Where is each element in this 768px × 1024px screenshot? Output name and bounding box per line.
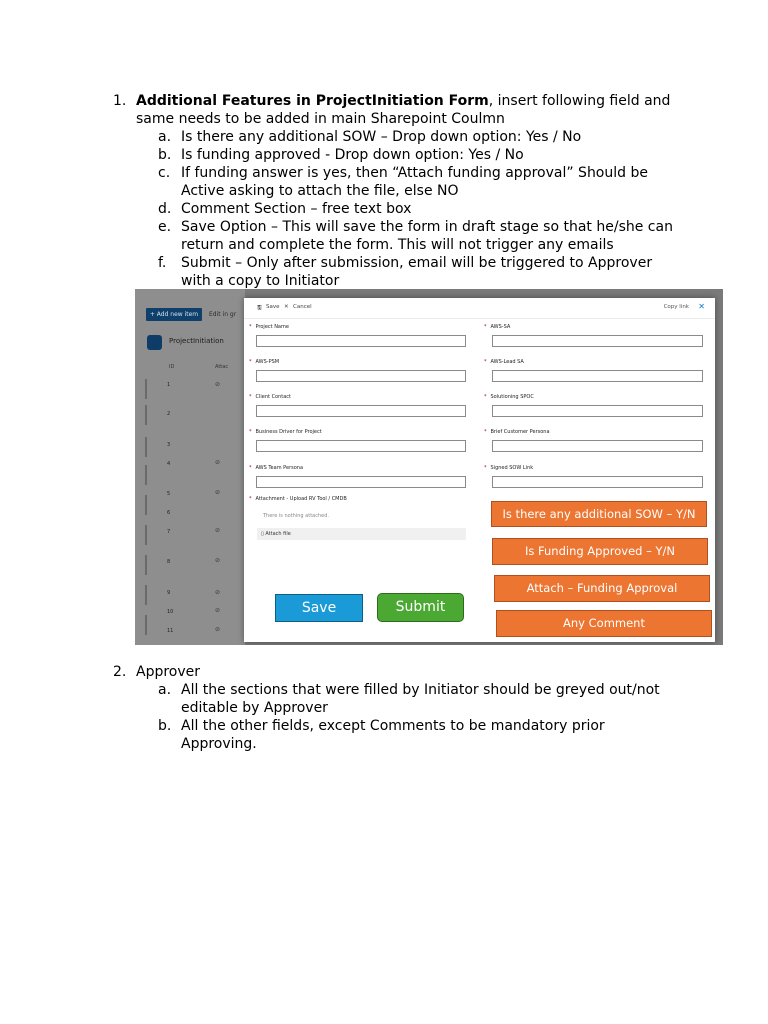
table-row: 6	[167, 510, 171, 516]
item-text: Is there any additional SOW – Drop down option: Yes / No	[181, 129, 582, 145]
section-1-title-rest: , insert following field and	[488, 93, 671, 109]
list-title: ProjectInitiation	[169, 337, 224, 345]
section-1-title-bold: Additional Features in ProjectInitiation Form	[136, 93, 489, 109]
paperclip-icon: ⊘	[215, 626, 221, 633]
aws-sa-input[interactable]	[492, 335, 703, 347]
row-divider	[145, 437, 147, 457]
item-letter: d.	[158, 201, 172, 217]
attachment-empty-text: There is nothing attached.	[263, 513, 329, 519]
field-label-text: AWS-PSM	[255, 359, 280, 365]
item-text: Active asking to attach the file, else NO	[181, 183, 459, 199]
field-label-project-name: * Project Name	[249, 324, 289, 330]
row-divider	[145, 495, 147, 515]
field-label-business-driver: * Business Driver for Project	[249, 429, 322, 435]
row-divider	[145, 379, 147, 399]
field-label-text: Business Driver for Project	[255, 429, 322, 435]
aws-lead-sa-input[interactable]	[492, 370, 703, 382]
table-row: 1	[167, 382, 171, 388]
brief-customer-persona-input[interactable]	[492, 440, 703, 452]
field-label-text: Solutioning SPOC	[490, 394, 534, 400]
field-label-text: Signed SOW Link	[490, 465, 534, 471]
table-row: 4	[167, 461, 171, 467]
paperclip-icon: ⊘	[215, 607, 221, 614]
submit-button[interactable]: Submit	[377, 593, 464, 622]
field-label-text: Attachment - Upload RV Tool / CMDB	[255, 496, 347, 502]
item-letter: b.	[158, 718, 172, 734]
table-row: 5	[167, 491, 171, 497]
row-divider	[145, 465, 147, 485]
item-text: Save Option – This will save the form in draft stage so that he/she can	[181, 219, 673, 235]
paperclip-icon: ⊘	[215, 527, 221, 534]
attach-file-label: Attach file	[265, 531, 291, 537]
field-label-text: Client Contact	[255, 394, 292, 400]
item-text: editable by Approver	[181, 700, 328, 716]
toolbar-cancel-button[interactable]: Cancel	[293, 304, 312, 310]
row-divider	[145, 585, 147, 605]
list-number-2: 2.	[113, 664, 127, 680]
project-name-input[interactable]	[256, 335, 466, 347]
item-text: If funding answer is yes, then “Attach funding approval” Should be	[181, 165, 648, 181]
paperclip-icon: ▯	[261, 531, 266, 537]
field-label-solutioning-spoc: * Solutioning SPOC	[484, 394, 534, 400]
solutioning-spoc-input[interactable]	[492, 405, 703, 417]
item-letter: a.	[158, 682, 172, 698]
copy-link-button[interactable]: Copy link	[663, 304, 689, 310]
item-letter: e.	[158, 219, 172, 235]
item-letter: a.	[158, 129, 172, 145]
item-text: Approving.	[181, 736, 257, 752]
field-label-aws-psm: * AWS-PSM	[249, 359, 280, 365]
field-label-text: AWS-Lead SA	[490, 359, 524, 365]
close-icon[interactable]: ✕	[698, 302, 705, 311]
field-label-text: AWS Team Persona	[255, 465, 304, 471]
list-logo-icon	[147, 335, 162, 350]
field-label-text: AWS-SA	[490, 324, 511, 330]
section-1-title-line2: same needs to be added in main Sharepoint Coulmn	[136, 111, 505, 127]
business-driver-input[interactable]	[256, 440, 466, 452]
client-contact-input[interactable]	[256, 405, 466, 417]
field-label-text: Project Name	[255, 324, 289, 330]
paperclip-icon: ⊘	[215, 557, 221, 564]
table-row: 11	[167, 628, 174, 634]
table-row: 9	[167, 590, 171, 596]
add-new-item-button[interactable]: + Add new item	[146, 308, 202, 321]
attach-funding-approval-field[interactable]: Attach – Funding Approval	[494, 575, 710, 602]
attach-file-button[interactable]	[257, 528, 466, 540]
comment-field[interactable]: Any Comment	[496, 610, 712, 637]
field-label-signed-sow-link: * Signed SOW Link	[484, 465, 534, 471]
field-label-aws-sa: * AWS-SA	[484, 324, 511, 330]
embedded-form-screenshot	[135, 289, 723, 645]
item-text: Comment Section – free text box	[181, 201, 412, 217]
item-text: with a copy to Initiator	[181, 273, 340, 289]
row-divider	[145, 555, 147, 575]
table-row: 10	[167, 609, 174, 615]
edit-in-grid-button[interactable]: Edit in gr	[209, 311, 237, 318]
additional-sow-field[interactable]: Is there any additional SOW – Y/N	[491, 501, 707, 527]
section-1-heading	[136, 92, 670, 110]
table-row: 8	[167, 559, 171, 565]
column-header-id: ID	[169, 364, 175, 370]
signed-sow-link-input[interactable]	[492, 476, 703, 488]
paperclip-icon: ⊘	[215, 381, 221, 388]
aws-team-persona-input[interactable]	[256, 476, 466, 488]
row-divider	[145, 525, 147, 545]
column-header-attachments: Attac	[215, 364, 229, 370]
item-text: All the other fields, except Comments to be mandatory prior	[181, 718, 605, 734]
item-letter: b.	[158, 147, 172, 163]
paperclip-icon: ⊘	[215, 589, 221, 596]
item-letter: f.	[158, 255, 167, 271]
funding-approved-field[interactable]: Is Funding Approved – Y/N	[492, 538, 708, 565]
field-label-client-contact: * Client Contact	[249, 394, 292, 400]
table-row: 7	[167, 529, 171, 535]
field-label-aws-lead-sa: * AWS-Lead SA	[484, 359, 524, 365]
form-toolbar	[244, 298, 715, 319]
save-button[interactable]: Save	[275, 594, 363, 622]
table-row: 3	[167, 442, 171, 448]
field-label-brief-customer-persona: * Brief Customer Persona	[484, 429, 550, 435]
paperclip-icon: ⊘	[215, 489, 221, 496]
item-text: All the sections that were filled by Initiator should be greyed out/not	[181, 682, 660, 698]
cancel-icon[interactable]: ✕	[284, 304, 289, 310]
item-text: return and complete the form. This will not trigger any emails	[181, 237, 614, 253]
table-row: 2	[167, 411, 171, 417]
aws-psm-input[interactable]	[256, 370, 466, 382]
item-letter: c.	[158, 165, 171, 181]
item-text: Is funding approved - Drop down option: Yes / No	[181, 147, 524, 163]
item-text: Submit – Only after submission, email will be triggered to Approver	[181, 255, 653, 271]
list-number-1: 1.	[113, 93, 127, 109]
new-item-form	[244, 298, 715, 642]
toolbar-save-button[interactable]: Save	[266, 304, 280, 310]
row-divider	[145, 615, 147, 635]
field-label-text: Brief Customer Persona	[490, 429, 550, 435]
save-icon[interactable]: 🖫	[257, 305, 262, 311]
section-2-heading: Approver	[136, 664, 201, 680]
field-label-aws-team-persona: * AWS Team Persona	[249, 465, 304, 471]
field-label-attachment: * Attachment - Upload RV Tool / CMDB	[249, 496, 347, 502]
paperclip-icon: ⊘	[215, 459, 221, 466]
row-divider	[145, 405, 147, 425]
